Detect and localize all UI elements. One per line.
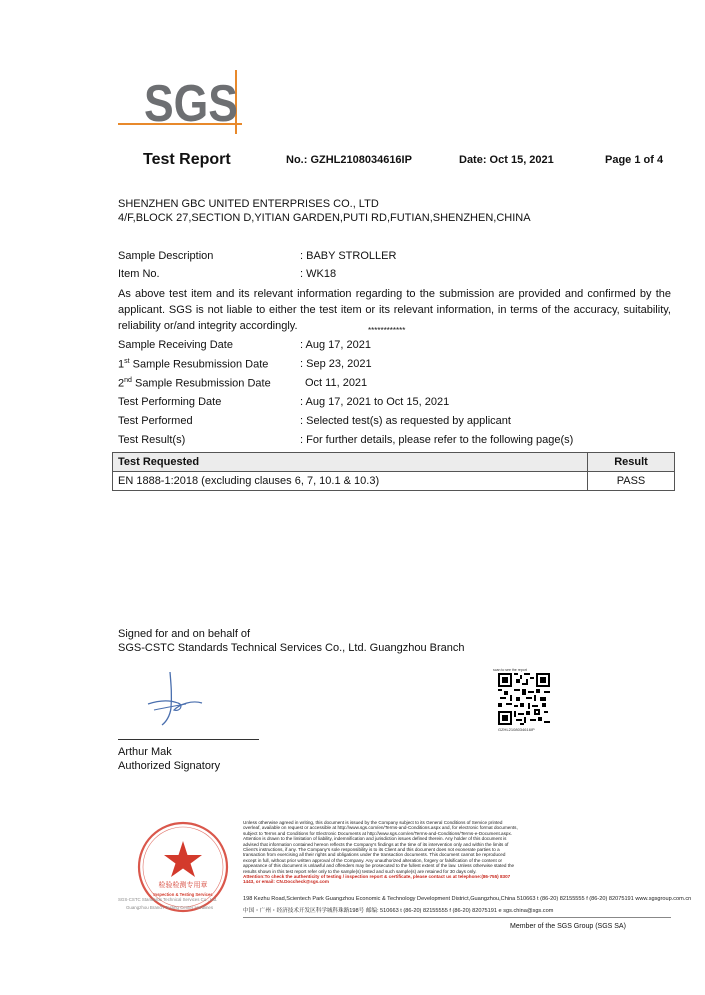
footer-divider [243, 917, 671, 918]
authenticity-email: 1443, or email: CN.Doccheck@sgs.com [243, 879, 329, 885]
sample-description-value: : BABY STROLLER [300, 250, 397, 262]
signed-on-behalf: Signed for and on behalf of [118, 628, 251, 640]
signature-line [118, 739, 259, 740]
report-title: Test Report [143, 151, 231, 168]
header-result: Result [614, 456, 648, 468]
first-resubmission-label: 1st Sample Resubmission Date [118, 358, 269, 371]
results-table [112, 452, 675, 491]
footer-address-chinese: 中国・广州・经济技术开发区科学城科珠路198号 邮编: 510663 t (86-20) 82155555 f (86-20) 82075191 e sgs.china@sgs.com [243, 908, 554, 914]
applicant-address: 4/F,BLOCK 27,SECTION D,YITIAN GARDEN,PUTI RD,FUTIAN,SHENZHEN,CHINA [118, 212, 531, 224]
report-number: No.: GZHL2108034616IP [286, 154, 412, 166]
second-resubmission-value: Oct 11, 2021 [305, 377, 368, 389]
test-results-value: : For further details, please refer to the following page(s) [300, 434, 574, 446]
item-number-label: Item No. [118, 268, 160, 280]
separator-stars: ************ [368, 326, 406, 335]
first-resubmission-value: : Sep 23, 2021 [300, 358, 372, 370]
authenticity-notice: Attention:To check the authenticity of testing / inspection report & certificate, please contact us at telephone:(86-755) 8307 [243, 874, 511, 880]
report-date: Date: Oct 15, 2021 [459, 154, 554, 166]
stamp-branch-text: Guangzhou Branch Testing Center Hardlines [126, 905, 214, 910]
qr-caption: scan to see the report [493, 668, 527, 672]
sgs-logo-text: SGS [144, 75, 238, 133]
sgs-logo [118, 70, 242, 134]
footer-address-english: 198 Kezhu Road,Scientech Park Guangzhou Economic & Technology Development District,Guangzhou,China 510663 t (86-20) 82155555 f (86-20) 82075191 www.sgsgroup.com.cn [243, 896, 692, 902]
row-result: PASS [616, 475, 646, 487]
receiving-date-value: : Aug 17, 2021 [300, 339, 371, 351]
header-test-requested: Test Requested [118, 456, 200, 468]
handwritten-signature [140, 670, 230, 732]
test-results-label: Test Result(s) [118, 434, 186, 446]
terms-fine-print: Unless otherwise agreed in writing, this document is issued by the Company subject to its General Conditions of Service printed overleaf, available on request or accessible at http://www.sgs.com/en/Terms-and-Conditions.aspx and, for electronic format documents, subject to Terms and Conditions for Electronic Documents at http://www.sgs.com/en/Terms-and-Conditions/Terms-e-Document.aspx. Attention is drawn to the limitation of liability, indemnification and jurisdiction issues defined therein. Any holder of this document is advised that information contained hereon reflects the Company's findings at the time of its intervention only and within the limits of Client's instructions, if any. The Company's sole responsibility is to its Client and this document does not exonerate parties to a transaction from exercising all their rights and obligations under the transaction documents. This document cannot be reproduced except in full, without prior written approval of the Company. Any unauthorized alteration, forgery or falsification of the content or appearance of this document is unlawful and offenders may be prosecuted to the fullest extent of the law. Unless otherwise stated the results shown in this test report refer only to the sample(s) tested and such sample(s) are retained for 30 days only. Attention:To check the authenticity of testing / inspection report & certificate, please contact us at telephone:(86-755) 8307 1443, or email: CN.Doccheck@sgs.com [243, 820, 518, 885]
test-performed-label: Test Performed [118, 415, 193, 427]
page-indicator: Page 1 of 4 [605, 154, 664, 166]
test-performing-date-label: Test Performing Date [118, 396, 222, 408]
item-number-value: : WK18 [300, 268, 337, 280]
signatory-name: Arthur Mak [118, 746, 172, 758]
receiving-date-label: Sample Receiving Date [118, 339, 233, 351]
signing-company: SGS-CSTC Standards Technical Services Co., Ltd. Guangzhou Branch [118, 642, 465, 654]
stamp-chinese-text: 检验检测专用章 [158, 881, 208, 889]
row-test-name: EN 1888-1:2018 (excluding clauses 6, 7, 10.1 & 10.3) [118, 475, 380, 487]
signatory-role: Authorized Signatory [118, 760, 221, 772]
disclaimer-paragraph: As above test item and its relevant information regarding to the submission are provided and confirmed by the applicant. SGS is not liable to either the test item or its relevant information, in terms of the accuracy, suitability, reliability or/and integrity accordingly. [118, 288, 671, 332]
sample-description-label: Sample Description [118, 250, 214, 262]
sgs-group-membership: Member of the SGS Group (SGS SA) [510, 923, 626, 930]
test-performed-value: : Selected test(s) as requested by applicant [300, 415, 511, 427]
qr-report-code: GZHL2108034616IP [498, 727, 535, 732]
stamp-english-text: Inspection & Testing Services [153, 892, 213, 897]
applicant-name: SHENZHEN GBC UNITED ENTERPRISES CO., LTD [118, 198, 379, 210]
test-performing-date-value: : Aug 17, 2021 to Oct 15, 2021 [300, 396, 450, 408]
qr-code[interactable] [498, 673, 550, 725]
stamp-company-text: SGS-CSTC Standards Technical Services Co., Ltd. [118, 897, 218, 902]
second-resubmission-label: 2nd Sample Resubmission Date [118, 377, 271, 390]
